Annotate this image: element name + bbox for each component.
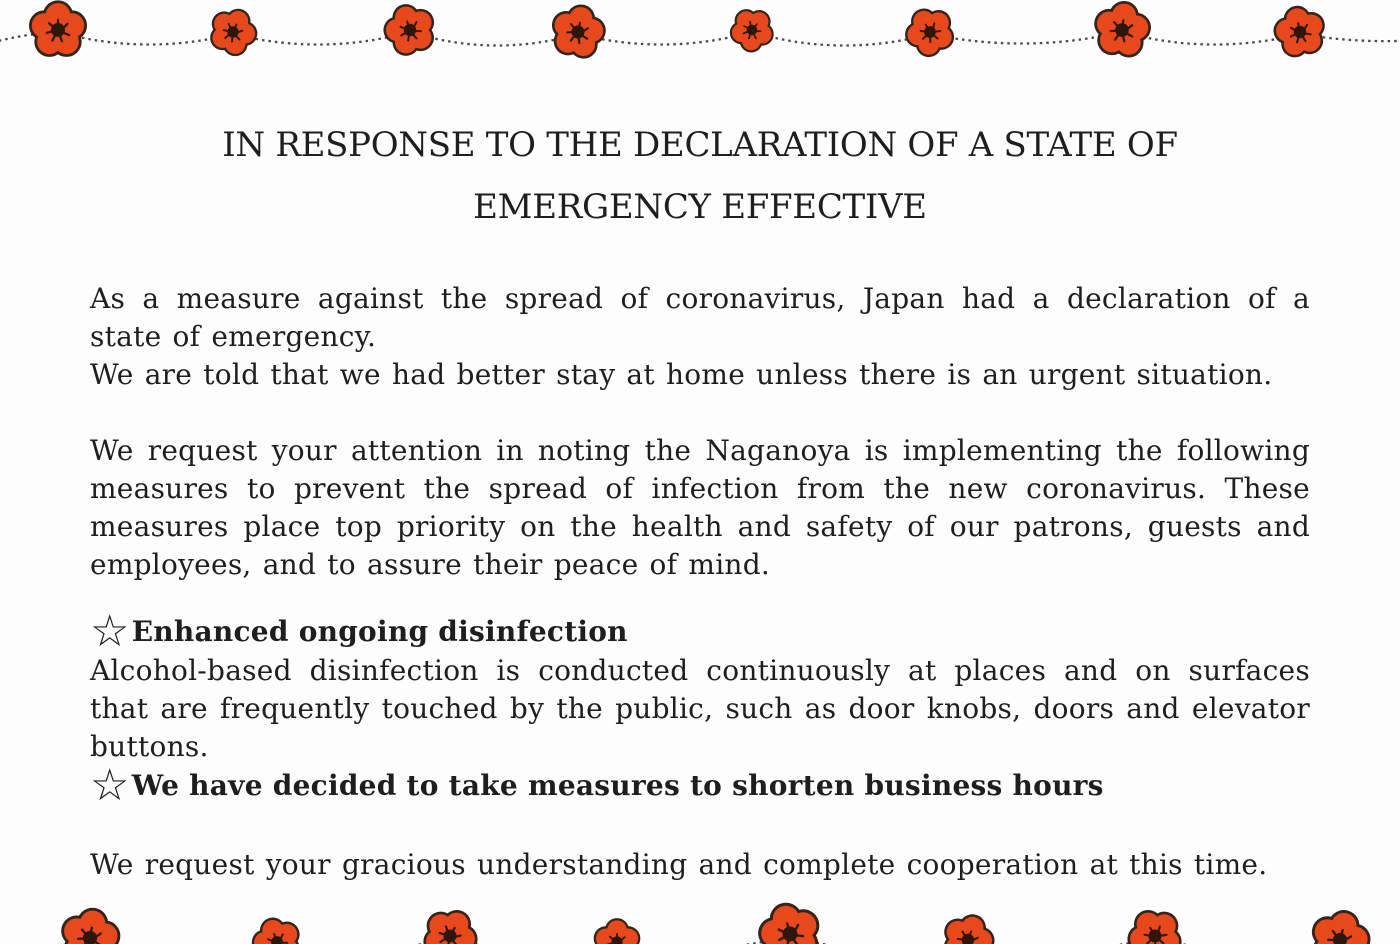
flower-icon — [1272, 4, 1327, 58]
paragraph-line: We are told that we had better stay at home unless there is an urgent situation. — [90, 358, 1273, 391]
title-line-1: IN RESPONSE TO THE DECLARATION OF A STATE OF — [222, 125, 1178, 165]
star-icon: ☆ — [90, 606, 130, 657]
bullet-heading-text: We have decided to take measures to shorten business hours — [131, 769, 1104, 802]
flower-icon — [1093, 0, 1151, 57]
closing-line: We request your gracious understanding and complete cooperation at this time. — [90, 848, 1268, 881]
flower-icon — [1308, 906, 1374, 944]
flower-icon — [380, 0, 439, 58]
bullet-business-hours-heading — [90, 760, 1310, 811]
paragraph-measures-intro — [90, 432, 1310, 584]
flower-garland-top — [0, 0, 1400, 100]
flower-icon — [248, 913, 305, 944]
notice-content — [0, 100, 1400, 884]
flower-icon — [755, 899, 823, 944]
flower-icon — [596, 920, 638, 944]
title-line-2: EMERGENCY EFFECTIVE — [473, 187, 927, 227]
star-icon: ☆ — [90, 760, 130, 811]
flower-icon — [1121, 902, 1187, 944]
flower-icon — [939, 909, 999, 944]
bullet-heading-text: Enhanced ongoing disinfection — [131, 615, 628, 648]
flower-icon — [725, 2, 780, 57]
paragraph-line: We request your attention in noting the Naganoya is implementing the following measures to prevent the spread of infection from the new coronavirus. These measures place top priority on the health and safety of our patrons, guests and employees, and to assure their peace of mind. — [90, 434, 1310, 581]
paragraph-line: As a measure against the spread of coronavirus, Japan had a declaration of a state of emergency. — [90, 282, 1310, 353]
flower-icon — [899, 1, 959, 61]
flower-icon — [59, 906, 121, 944]
flower-icon — [32, 3, 84, 54]
measures-list — [90, 606, 1310, 811]
stitch-string — [0, 936, 1400, 944]
flower-icon — [205, 3, 262, 59]
paragraph-state-of-emergency — [90, 280, 1310, 394]
flower-icon — [549, 2, 607, 59]
flower-icon — [417, 902, 483, 944]
bullet-disinfection-body: Alcohol-based disinfection is conducted continuously at places and on surfaces that are frequently touched by the public, such as door knobs, doors and elevator buttons. — [90, 654, 1310, 763]
stitch-string — [0, 32, 1400, 46]
bullet-disinfection-heading — [90, 606, 1310, 657]
flower-garland-bottom — [0, 884, 1400, 944]
page-title — [90, 114, 1310, 238]
